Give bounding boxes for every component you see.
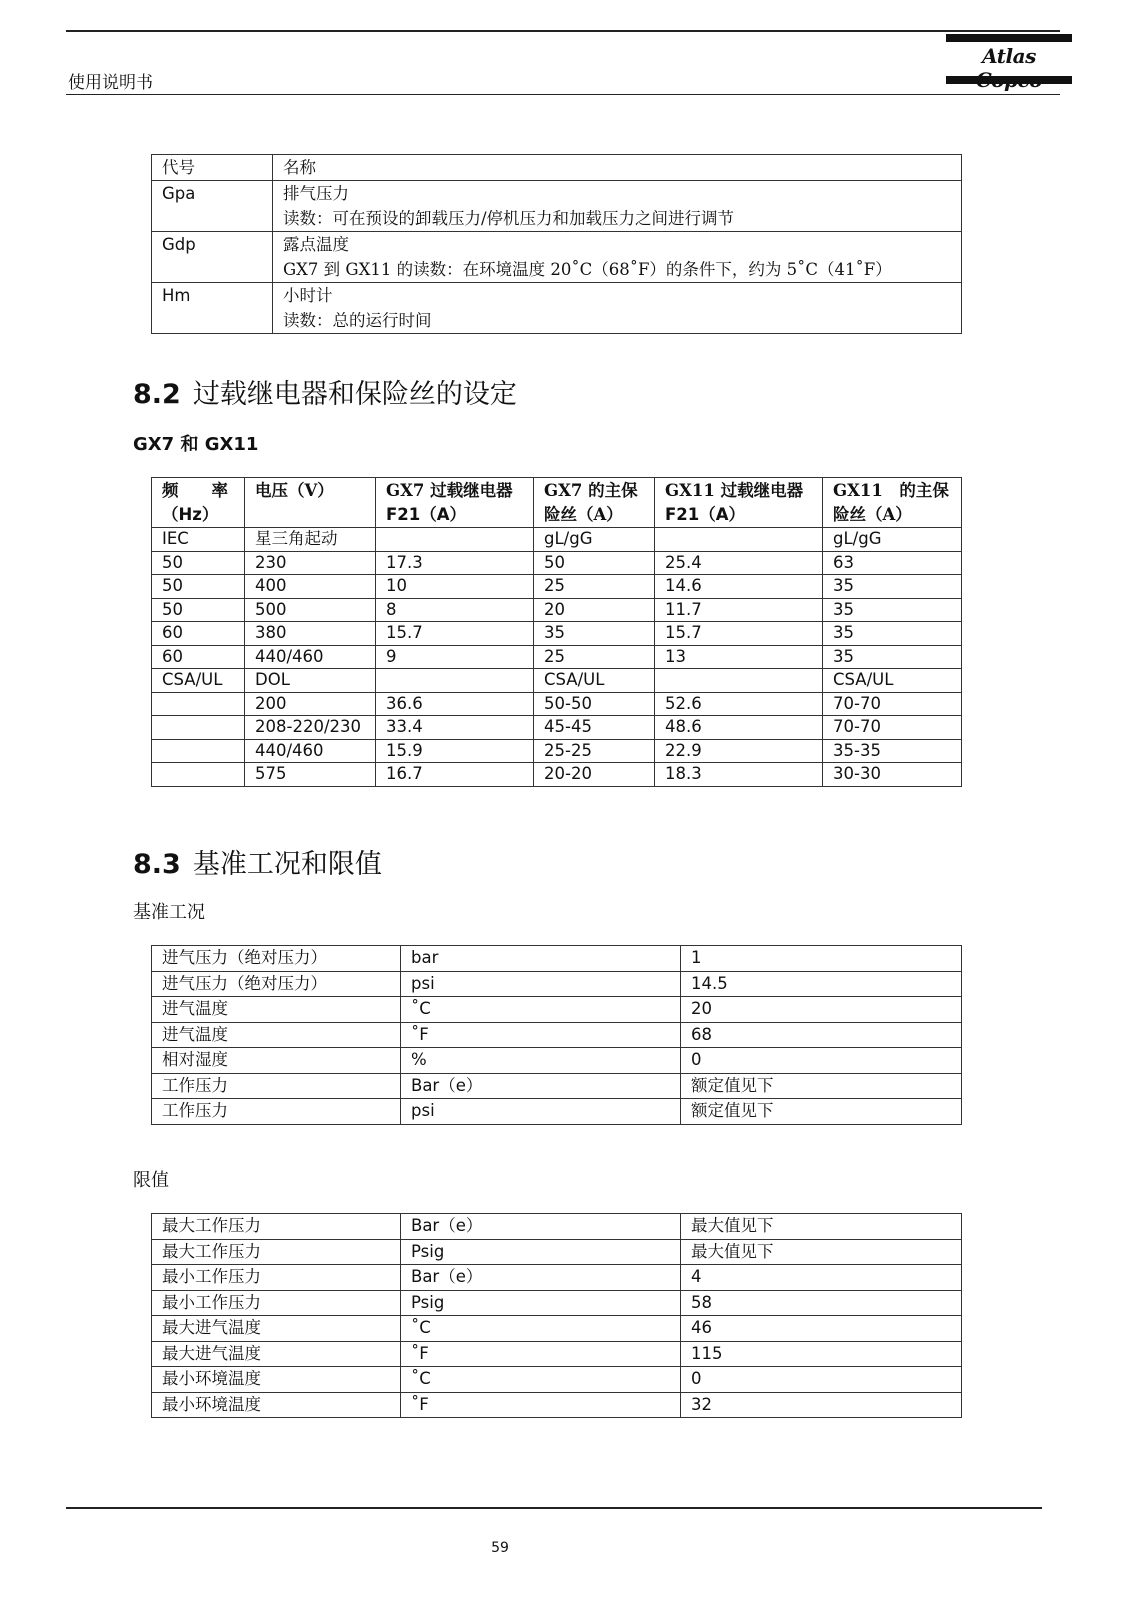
table-cell: 额定值见下 [681, 1099, 962, 1125]
table-cell: 工作压力 [152, 1073, 401, 1099]
table-cell: Bar（e） [401, 1214, 681, 1240]
section-heading-8-2 [133, 372, 517, 411]
table-cell: 10 [376, 575, 534, 599]
header-cell: GX7 过载继电器 F21（A） [376, 478, 534, 528]
code-cell: Gpa [152, 181, 273, 232]
header-cell: GX11 过载继电器 F21（A） [655, 478, 823, 528]
footer-rule [66, 1507, 1042, 1509]
table-cell: 13 [655, 645, 823, 669]
page-number: 59 [491, 1540, 509, 1556]
table-row [152, 946, 962, 972]
table-cell: 最大值见下 [681, 1239, 962, 1265]
table-cell: 25.4 [655, 551, 823, 575]
table-cell: 最大工作压力 [152, 1239, 401, 1265]
table-cell: 星三角起动 [245, 528, 376, 552]
table-cell: 最小工作压力 [152, 1265, 401, 1291]
table-cell: 最大进气温度 [152, 1341, 401, 1367]
table-cell: CSA/UL [152, 669, 245, 693]
table-cell [655, 528, 823, 552]
table-row [152, 575, 962, 599]
table-header-cell: 代号 [152, 155, 273, 181]
table-row [152, 692, 962, 716]
table-row [152, 669, 962, 693]
table-cell: 9 [376, 645, 534, 669]
table-row [152, 551, 962, 575]
table-header-cell: 名称 [273, 155, 962, 181]
desc-line: 读数：可在预设的卸载压力/停机压力和加载压力之间进行调节 [283, 209, 735, 228]
table-row [152, 1048, 962, 1074]
header-title: 使用说明书 [68, 73, 153, 93]
table-cell: 18.3 [655, 763, 823, 787]
table-cell: DOL [245, 669, 376, 693]
table-cell: 50-50 [534, 692, 655, 716]
table-cell: ˚F [401, 1341, 681, 1367]
table-cell: 工作压力 [152, 1099, 401, 1125]
table-cell: 相对湿度 [152, 1048, 401, 1074]
table-cell: 35 [823, 598, 962, 622]
subsection-heading: 限值 [133, 1170, 169, 1191]
table-cell: 35 [823, 622, 962, 646]
table-row [152, 739, 962, 763]
table-cell: 20-20 [534, 763, 655, 787]
table-row [152, 1239, 962, 1265]
table-cell: CSA/UL [823, 669, 962, 693]
table-cell: ˚F [401, 1022, 681, 1048]
table-row [152, 181, 962, 232]
subsection-heading: GX7 和 GX11 [133, 434, 259, 455]
table-row [152, 1214, 962, 1240]
table-cell: 11.7 [655, 598, 823, 622]
section-title: 基准工况和限值 [192, 849, 382, 880]
table-cell: 30-30 [823, 763, 962, 787]
code-cell: Hm [152, 283, 273, 334]
table-cell: gL/gG [534, 528, 655, 552]
table-row [152, 1392, 962, 1418]
table-cell [152, 716, 245, 740]
table-cell: 17.3 [376, 551, 534, 575]
codes-table [151, 154, 962, 334]
table-cell: 32 [681, 1392, 962, 1418]
table-cell: 最小环境温度 [152, 1367, 401, 1393]
table-cell: 最大进气温度 [152, 1316, 401, 1342]
desc-cell [273, 181, 962, 232]
fuse-settings-table [151, 477, 962, 787]
table-cell: 60 [152, 622, 245, 646]
table-cell: 最小工作压力 [152, 1290, 401, 1316]
table-cell: 1 [681, 946, 962, 972]
table-cell: 25-25 [534, 739, 655, 763]
table-row [152, 716, 962, 740]
table-cell [152, 739, 245, 763]
desc-line: GX7 到 GX11 的读数：在环境温度 20˚C（68˚F）的条件下，约为 5˚C（41˚F） [283, 260, 892, 279]
table-cell: 4 [681, 1265, 962, 1291]
atlas-copco-logo [946, 32, 1072, 86]
desc-cell [273, 283, 962, 334]
reference-conditions-table [151, 945, 962, 1125]
header-cell: GX11 的主保 险丝（A） [823, 478, 962, 528]
table-cell: 400 [245, 575, 376, 599]
desc-line: 排气压力 [283, 184, 349, 203]
table-cell: 8 [376, 598, 534, 622]
table-cell: 115 [681, 1341, 962, 1367]
table-row [152, 1099, 962, 1125]
desc-line: 露点温度 [283, 235, 349, 254]
table-cell: 50 [152, 575, 245, 599]
table-row [152, 645, 962, 669]
table-cell: 48.6 [655, 716, 823, 740]
section-number: 8.2 [133, 379, 181, 410]
table-cell: CSA/UL [534, 669, 655, 693]
limits-table [151, 1213, 962, 1418]
table-cell: 进气压力（绝对压力） [152, 946, 401, 972]
table-cell: 70-70 [823, 692, 962, 716]
table-row [152, 622, 962, 646]
table-cell: 进气压力（绝对压力） [152, 971, 401, 997]
table-row [152, 232, 962, 283]
table-cell: 20 [534, 598, 655, 622]
table-cell: 575 [245, 763, 376, 787]
table-row [152, 1341, 962, 1367]
table-cell: 额定值见下 [681, 1073, 962, 1099]
table-row [152, 1265, 962, 1291]
table-row [152, 997, 962, 1023]
table-cell: 35 [823, 575, 962, 599]
table-cell: 最小环境温度 [152, 1392, 401, 1418]
table-cell: 进气温度 [152, 997, 401, 1023]
section-number: 8.3 [133, 849, 181, 880]
table-cell: 15.9 [376, 739, 534, 763]
table-cell: 16.7 [376, 763, 534, 787]
code-cell: Gdp [152, 232, 273, 283]
table-cell: % [401, 1048, 681, 1074]
table-cell: 15.7 [655, 622, 823, 646]
table-cell: 20 [681, 997, 962, 1023]
table-cell: 25 [534, 645, 655, 669]
table-cell: 440/460 [245, 645, 376, 669]
table-cell: 最大值见下 [681, 1214, 962, 1240]
table-cell: 45-45 [534, 716, 655, 740]
table-cell: 14.6 [655, 575, 823, 599]
table-cell: 46 [681, 1316, 962, 1342]
table-row [152, 528, 962, 552]
table-cell: 200 [245, 692, 376, 716]
table-cell: ˚C [401, 1367, 681, 1393]
table-cell: 208-220/230 [245, 716, 376, 740]
table-cell: psi [401, 1099, 681, 1125]
header-top-rule [66, 30, 1060, 32]
table-cell [376, 528, 534, 552]
table-cell: Psig [401, 1239, 681, 1265]
table-cell: 68 [681, 1022, 962, 1048]
table-cell: ˚C [401, 1316, 681, 1342]
header-cell: GX7 的主保 险丝（A） [534, 478, 655, 528]
table-cell: 380 [245, 622, 376, 646]
table-cell: 15.7 [376, 622, 534, 646]
table-row [152, 283, 962, 334]
desc-line: 读数：总的运行时间 [283, 311, 432, 330]
table-header-row [152, 478, 962, 528]
table-cell: 最大工作压力 [152, 1214, 401, 1240]
table-row [152, 1290, 962, 1316]
table-cell [152, 692, 245, 716]
table-row [152, 971, 962, 997]
table-cell: 0 [681, 1048, 962, 1074]
table-cell [376, 669, 534, 693]
table-cell: gL/gG [823, 528, 962, 552]
subsection-heading: 基准工况 [133, 902, 205, 923]
table-cell: 25 [534, 575, 655, 599]
table-cell: 0 [681, 1367, 962, 1393]
table-cell: 33.4 [376, 716, 534, 740]
table-row [152, 155, 962, 181]
header-cell: 电压（V） [245, 478, 376, 528]
table-cell: 440/460 [245, 739, 376, 763]
table-row [152, 1316, 962, 1342]
desc-cell [273, 232, 962, 283]
table-cell: 60 [152, 645, 245, 669]
table-row [152, 1073, 962, 1099]
table-cell: Bar（e） [401, 1073, 681, 1099]
table-cell: 63 [823, 551, 962, 575]
table-row [152, 1022, 962, 1048]
section-title: 过载继电器和保险丝的设定 [192, 379, 517, 410]
table-cell: 70-70 [823, 716, 962, 740]
table-cell: 50 [534, 551, 655, 575]
table-cell: Bar（e） [401, 1265, 681, 1291]
table-row [152, 1367, 962, 1393]
table-cell: Psig [401, 1290, 681, 1316]
table-cell: 50 [152, 598, 245, 622]
table-cell: 14.5 [681, 971, 962, 997]
table-cell [655, 669, 823, 693]
table-cell: 58 [681, 1290, 962, 1316]
table-cell: 35 [534, 622, 655, 646]
table-cell: 52.6 [655, 692, 823, 716]
header-cell: 频 率 （Hz） [152, 478, 245, 528]
table-cell: 22.9 [655, 739, 823, 763]
table-cell: 500 [245, 598, 376, 622]
table-row [152, 763, 962, 787]
table-cell: 36.6 [376, 692, 534, 716]
table-cell: 35 [823, 645, 962, 669]
table-cell: 50 [152, 551, 245, 575]
section-heading-8-3 [133, 842, 382, 881]
logo-text: Atlas [982, 44, 1036, 68]
table-cell: psi [401, 971, 681, 997]
desc-line: 小时计 [283, 286, 333, 305]
table-cell: 230 [245, 551, 376, 575]
table-cell: 进气温度 [152, 1022, 401, 1048]
table-cell: bar [401, 946, 681, 972]
table-cell: ˚F [401, 1392, 681, 1418]
table-cell: 35-35 [823, 739, 962, 763]
table-cell: ˚C [401, 997, 681, 1023]
header-bottom-rule [66, 94, 1060, 95]
table-row [152, 598, 962, 622]
table-cell: IEC [152, 528, 245, 552]
table-cell [152, 763, 245, 787]
